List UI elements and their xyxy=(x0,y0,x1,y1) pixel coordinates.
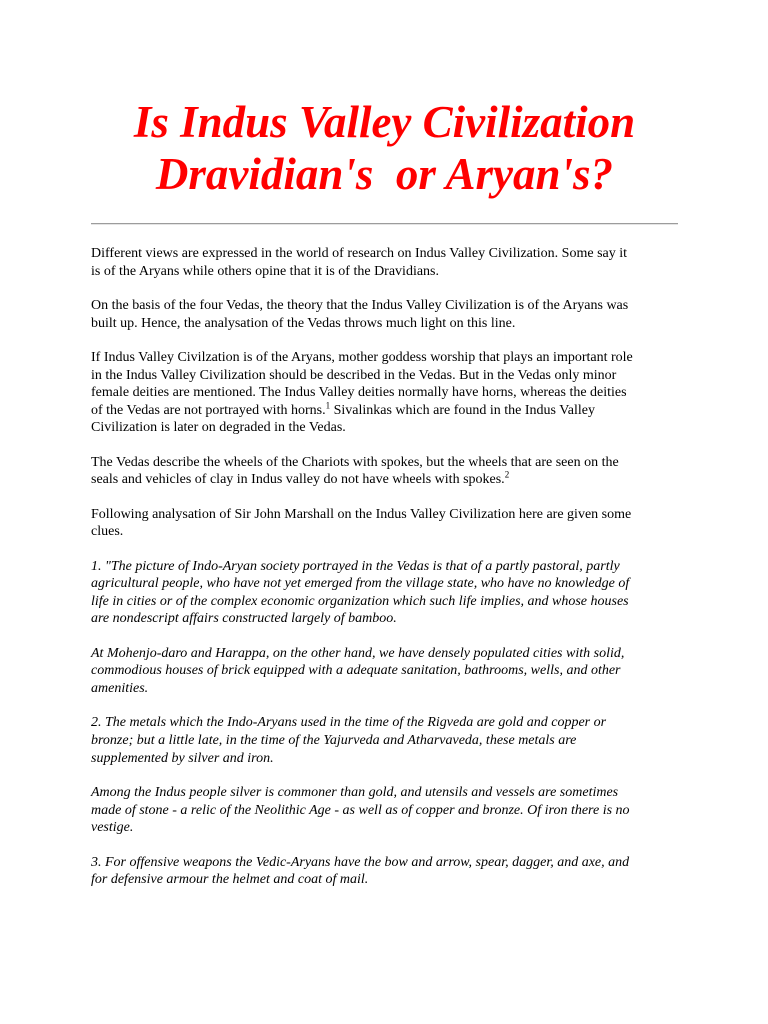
text-line: 2. The metals which the Indo-Aryans used in the time of the Rigveda are gold and copper or xyxy=(91,715,607,731)
text-line: in the Indus Valley Civilization should be described in the Vedas. But in the Vedas only minor xyxy=(91,367,617,383)
paragraph xyxy=(91,349,701,437)
text-line: Different views are expressed in the world of research on Indus Valley Civilization. Some say it xyxy=(91,246,628,261)
text-line: is of the Aryans while others opine that it is of the Dravidians. xyxy=(91,263,439,279)
quoted-paragraph xyxy=(91,558,701,628)
text-line: life in cities or of the complex economic organization which such life implies, and whose houses xyxy=(91,593,629,609)
text-line: Among the Indus people silver is commoner than gold, and utensils and vessels are sometimes xyxy=(91,785,619,801)
title-line: Is Indus Valley Civilization xyxy=(133,97,636,147)
text-line xyxy=(91,471,701,489)
text-line: bronze; but a little late, in the time of the Yajurveda and Atharvaveda, these metals are xyxy=(91,733,577,749)
text-line: are nondescript affairs constructed largely of bamboo. xyxy=(91,611,397,627)
quoted-paragraph xyxy=(91,854,701,889)
document-title xyxy=(91,96,678,200)
text-line: Following analysation of Sir John Marshall on the Indus Valley Civilization here are given some xyxy=(91,506,632,522)
text-segment: seals and vehicles of clay in Indus valley do not have wheels with spokes. xyxy=(91,472,505,488)
text-line: supplemented by silver and iron. xyxy=(91,750,274,766)
quoted-paragraph xyxy=(91,714,701,767)
text-segment: Sivalinkas which are found in the Indus Valley xyxy=(330,402,595,418)
text-line: On the basis of the four Vedas, the theory that the Indus Valley Civilization is of the Aryans was xyxy=(91,297,629,313)
document-body xyxy=(91,245,701,906)
text-line: Civilization is later on degraded in the Vedas. xyxy=(91,420,346,436)
footnote-ref: 2 xyxy=(504,469,510,480)
paragraph xyxy=(91,297,701,332)
text-line: If Indus Valley Civilzation is of the Aryans, mother goddess worship that plays an important role xyxy=(91,349,633,365)
quoted-paragraph xyxy=(91,645,701,698)
quoted-paragraph xyxy=(91,784,701,837)
text-line: agricultural people, who have not yet emerged from the village state, who have no knowledge of xyxy=(91,576,630,592)
text-line xyxy=(91,402,701,420)
title-line: Dravidian's or Aryan's? xyxy=(155,149,614,199)
text-line: 3. For offensive weapons the Vedic-Aryans have the bow and arrow, spear, dagger, and axe, and xyxy=(91,854,630,870)
text-line: commodious houses of brick equipped with a adequate sanitation, bathrooms, wells, and other xyxy=(91,663,621,679)
paragraph xyxy=(91,506,701,541)
text-line: for defensive armour the helmet and coat of mail. xyxy=(91,872,369,888)
text-line: clues. xyxy=(91,524,124,540)
paragraph xyxy=(91,245,701,280)
paragraph xyxy=(91,454,701,489)
title-divider xyxy=(91,223,678,225)
text-segment: of the Vedas are not portrayed with horns. xyxy=(91,402,326,418)
text-line: 1. "The picture of Indo-Aryan society portrayed in the Vedas is that of a partly pastoral, partly xyxy=(91,558,620,574)
footnote-ref: 1 xyxy=(325,400,331,411)
text-line: The Vedas describe the wheels of the Chariots with spokes, but the wheels that are seen on the xyxy=(91,454,619,470)
text-line: female deities are mentioned. The Indus Valley deities normally have horns, whereas the deities xyxy=(91,385,627,401)
text-line: built up. Hence, the analysation of the Vedas throws much light on this line. xyxy=(91,315,516,331)
text-line: amenities. xyxy=(91,681,149,697)
text-line: made of stone - a relic of the Neolithic Age - as well as of copper and bronze. Of iron there is no xyxy=(91,802,630,818)
text-line: vestige. xyxy=(91,820,134,836)
text-line: At Mohenjo-daro and Harappa, on the other hand, we have densely populated cities with solid, xyxy=(91,645,625,661)
